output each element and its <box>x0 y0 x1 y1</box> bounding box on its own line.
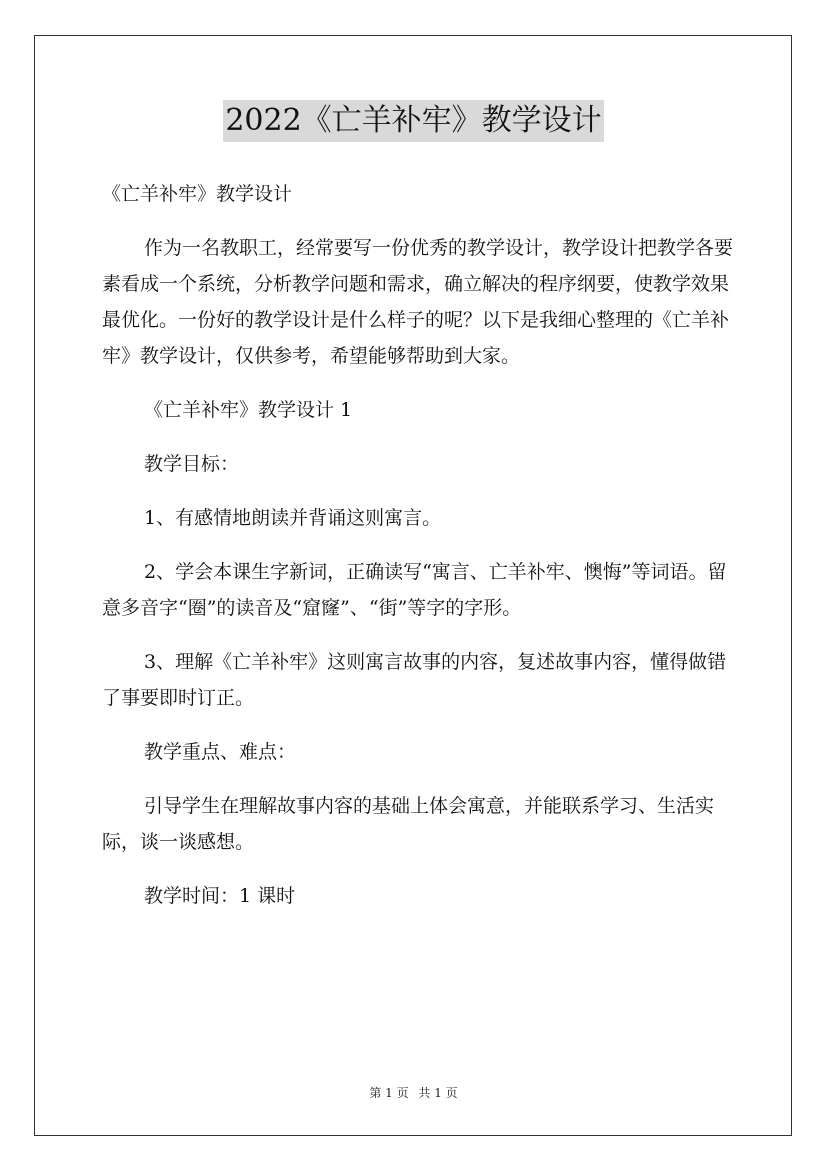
document-title: 2022《亡羊补牢》教学设计 <box>223 100 603 142</box>
page-number: 第 1 页 <box>369 1086 409 1100</box>
page-total: 共 1 页 <box>418 1086 458 1100</box>
document-subtitle: 《亡羊补牢》教学设计 <box>102 183 293 205</box>
teaching-time: 教学时间：1 课时 <box>144 885 296 907</box>
goal-1: 1、有感情地朗读并背诵这则寓言。 <box>144 507 442 529</box>
focus-heading: 教学重点、难点： <box>144 741 297 763</box>
page-footer <box>0 1084 827 1101</box>
goal-2: 2、学会本课生字新词，正确读写“寓言、亡羊补牢、懊悔”等词语。留意多音字“圈”的读音及“窟窿”、“街”等字的字形。 <box>102 561 727 619</box>
title-wrap <box>0 100 827 142</box>
intro-paragraph: 作为一名教职工，经常要写一份优秀的教学设计，教学设计把教学各要素看成一个系统，分析教学问题和需求，确立解决的程序纲要，使教学效果最优化。一份好的教学设计是什么样子的呢？以下是我细心整理的《亡羊补牢》教学设计，仅供参考，希望能够帮助到大家。 <box>102 237 734 367</box>
goals-heading: 教学目标： <box>144 453 240 475</box>
focus-text: 引导学生在理解故事内容的基础上体会寓意，并能联系学习、生活实际，谈一谈感想。 <box>102 795 715 853</box>
section-title: 《亡羊补牢》教学设计 1 <box>144 399 353 421</box>
goal-3: 3、理解《亡羊补牢》这则寓言故事的内容，复述故事内容，懂得做错了事要即时订正。 <box>102 651 727 709</box>
document-body <box>102 176 742 914</box>
